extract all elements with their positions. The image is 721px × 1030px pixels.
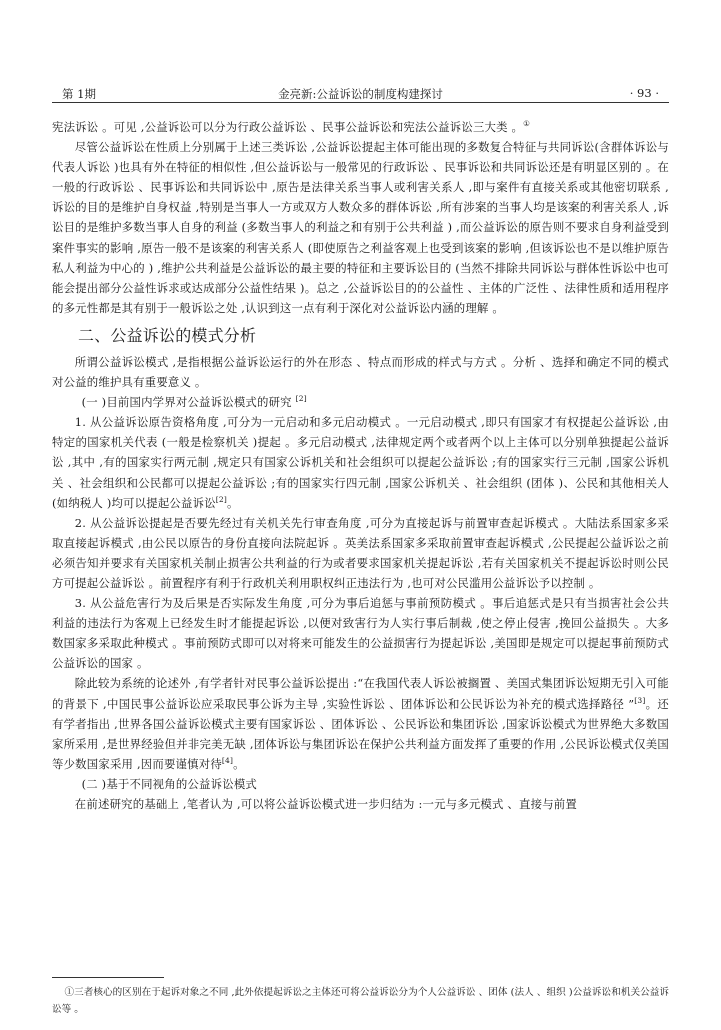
- issue-label: 第 1期: [62, 87, 96, 101]
- paragraph: 所谓公益诉讼模式 ,是指根据公益诉讼运行的外在形态 、特点而形成的样式与方式 。分析 、选择和确定不同的模式对公益的维护具有重要意义 。: [52, 354, 669, 390]
- reference-marker[interactable]: [4]: [221, 755, 234, 765]
- subsection-heading: (一 )目前国内学界对公益诉讼模式的研究 [2]: [81, 394, 307, 410]
- section-heading: 二、公益诉讼的模式分析: [78, 325, 257, 345]
- paragraph: 在前述研究的基础上 ,笔者认为 ,可以将公益诉讼模式进一步归结为 :一元与多元模式 、直接与前置: [74, 797, 577, 811]
- running-title: 金亮新:公益诉讼的制度构建探讨: [278, 87, 443, 101]
- reference-marker[interactable]: [2]: [215, 494, 228, 504]
- reference-marker[interactable]: [3]: [634, 695, 646, 705]
- footnote-marker[interactable]: ①: [523, 119, 531, 128]
- paragraph: 除此较为系统的论述外 ,有学者针对民事公益诉讼提出 :“在我国代表人诉讼被搁置 、美国式集团诉讼短期无引入可能的背景下 ,中国民事公益诉讼应采取民事公诉为主导 ,实验性诉讼 、团体诉讼和公民诉讼为补充的模式选择路径 ”[3]。还有学者指出 ,世界各国公益诉讼模式主要有国家诉讼 、团体诉讼 、公民诉讼和集团诉讼 ,国家诉讼模式为世界绝大多数国家所采用 ,是世界经验但并非完美无缺 ,团体诉讼与集团诉讼在保护公共利益方面发挥了重要的作用 ,公民诉讼模式仅美国等少数国家采用 ,因而要谨慎对待[4]。: [52, 676, 669, 771]
- running-header: [52, 84, 669, 103]
- page-number: · 93 ·: [629, 86, 659, 100]
- subsection-heading: (二 )基于不同视角的公益诉讼模式: [81, 776, 258, 791]
- article-body: [52, 117, 669, 814]
- paragraph: 2. 从公益诉讼提起是否要先经过有关机关先行审查角度 ,可分为直接起诉与前置审查起诉模式 。大陆法系国家多采取直接起诉模式 ,由公民以原告的身份直接向法院起诉 。英美法系国家多采取前置审查起诉模式 ,公民提起公益诉讼之前必须告知并要求有关国家机关制止损害公共利益的行为或者要求国家机关提起诉讼 ,若有关国家机关不提起诉讼时则公民方可提起公益诉讼 。前置程序有利于行政机关利用职权纠正违法行为 ,也可对公民滥用公益诉讼予以控制 。: [52, 515, 669, 590]
- footnote: ①三者核心的区别在于起诉对象之不同 ,此外依提起诉讼之主体还可将公益诉讼分为个人公益诉讼 、团体 (法人 、组织 )公益诉讼和机关公益诉讼等 。: [52, 987, 669, 1015]
- footnote-divider: [52, 977, 164, 978]
- reference-marker[interactable]: [2]: [295, 394, 307, 404]
- paragraph: 尽管公益诉讼在性质上分别属于上述三类诉讼 ,公益诉讼提起主体可能出现的多数复合特征与共同诉讼(含群体诉讼与代表人诉讼 )也具有外在特征的相似性 ,但公益诉讼与一般常见的行政诉讼 、民事诉讼和共同诉讼还是有明显区别的 。在一般的行政诉讼 、民事诉讼和共同诉讼中 ,原告是法律关系当事人或利害关系人 ,即与案件有直接关系或其他密切联系 ,诉讼的目的是维护自身权益 ,特别是当事人一方或双方人数众多的群体诉讼 ,所有涉案的当事人均是该案的利害关系人 ,诉讼目的是维护多数当事人自身的利益 (多数当事人的利益之和有别于公共利益 ) ,而公益诉讼的原告则不要求自身利益受到案件事实的影响 ,原告一般不是该案的利害关系人 (即使原告之利益客观上也受到该案的影响 ,但该诉讼也不是以维护原告私人利益为中心的 ) ,维护公共利益是公益诉讼的最主要的特征和主要诉讼目的 (当然不排除共同诉讼与群体性诉讼中也可能会提出部分公益性诉求或达成部分公益性结果 )。总之 ,公益诉讼目的的公益性 、主体的广泛性 、法律性质和适用程序的多元性都是其有别于一般诉讼之处 ,认识到这一点有利于深化对公益诉讼内涵的理解 。: [52, 140, 669, 315]
- paragraph: 1. 从公益诉讼原告资格角度 ,可分为一元启动和多元启动模式 。一元启动模式 ,即只有国家才有权提起公益诉讼 ,由特定的国家机关代表 (一般是检察机关 )提起 。多元启动模式 ,法律规定两个或者两个以上主体可以分别单独提起公益诉讼 ,其中 ,有的国家实行两元制 ,规定只有国家公诉机关和社会组织可以提起公益诉讼 ;有的国家实行三元制 ,国家公诉机关 、社会组织和公民都可以提起公益诉讼 ;有的国家实行四元制 ,国家公诉机关 、社会组织 (团体 )、公民和其他相关人 (如纳税人 )均可以提起公益诉讼[2]。: [52, 415, 669, 510]
- paragraph: 宪法诉讼 。可见 ,公益诉讼可以分为行政公益诉讼 、民事公益诉讼和宪法公益诉讼三大类 。①: [52, 119, 531, 134]
- paragraph: 3. 从公益危害行为及后果是否实际发生角度 ,可分为事后追惩与事前预防模式 。事后追惩式是只有当损害社会公共利益的违法行为客观上已经发生时才能提起诉讼 ,以便对致害行为人实行事后制裁 ,使之停止侵害 ,挽回公益损失 。大多数国家多采取此种模式 。事前预防式即可以对将来可能发生的公益损害行为提起诉讼 ,美国即是规定可以提起事前预防式公益诉讼的国家 。: [52, 596, 669, 671]
